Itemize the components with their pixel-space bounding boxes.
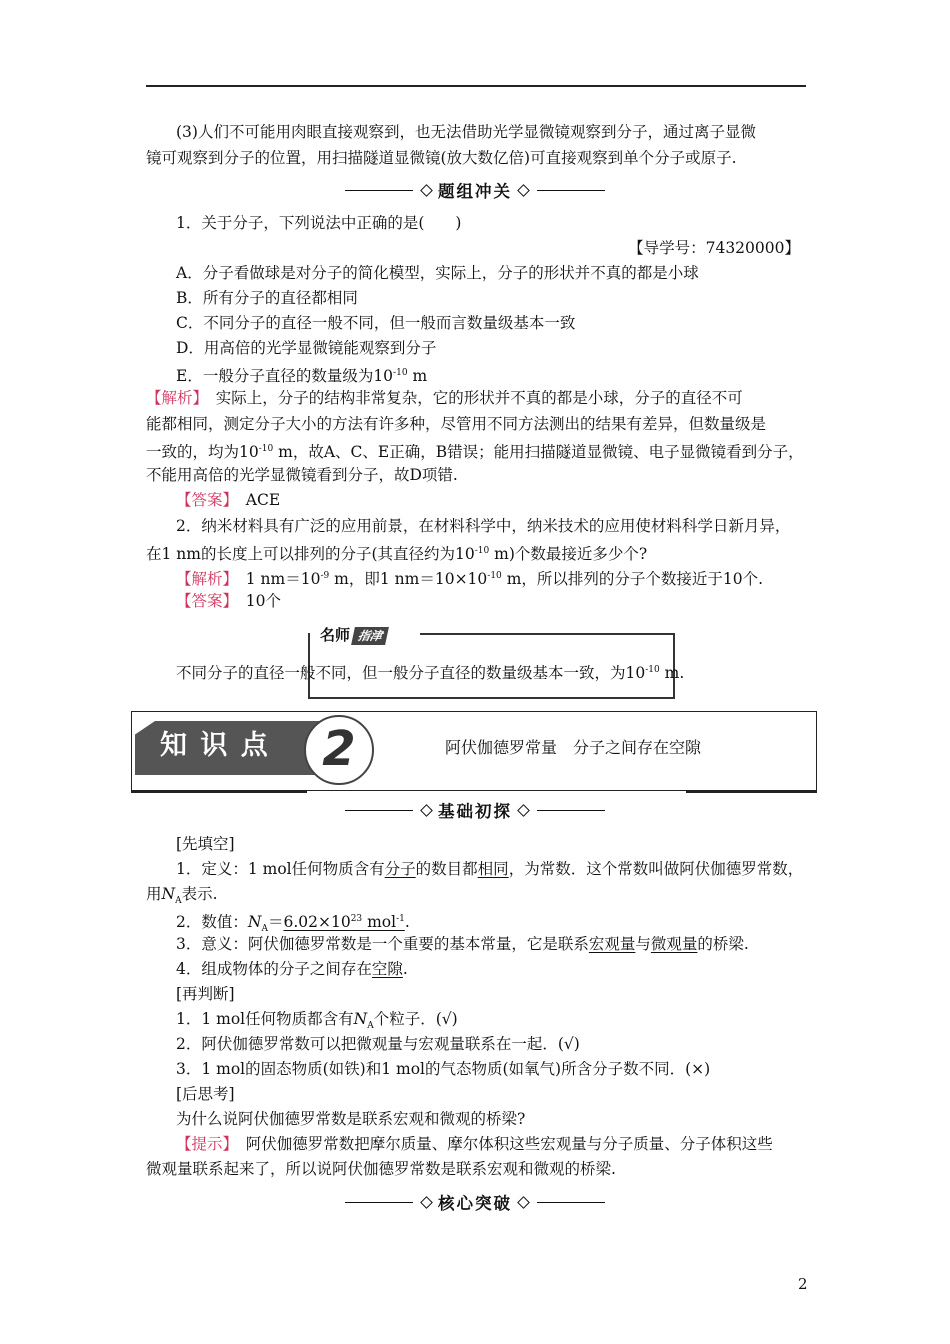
diamond-icon	[420, 1196, 433, 1209]
gap-line: 4．组成物体的分子之间存在空隙.	[176, 960, 408, 978]
option-d: D．用高倍的光学显微镜能观察到分子	[176, 339, 437, 357]
analysis-tag: 【解析】	[176, 570, 231, 588]
paragraph-line: 镜可观察到分子的位置，用扫描隧道显微镜(放大数亿倍)可直接观察到单个分子或原子.	[146, 149, 737, 167]
knowledge-point-title: 阿伏伽德罗常量 分子之间存在空隙	[445, 738, 702, 757]
diamond-icon	[517, 804, 530, 817]
option-c: C．不同分子的直径一般不同，但一般而言数量级基本一致	[176, 314, 576, 332]
diamond-icon	[420, 184, 433, 197]
definition-line: 用$N_A$表示.	[146, 885, 218, 907]
judge-item: 2．阿伏伽德罗常数可以把微观量与宏观量联系在一起．(√)	[176, 1035, 580, 1053]
banner-underline	[131, 791, 307, 793]
analysis-tag: 【解析】	[146, 389, 201, 407]
analysis-line: 【解析】 1 $nm=10^{-9}$ m，即1 $nm=10\times 10^{-10}$ m，所以排列的分子个数接近于10个.	[176, 570, 764, 588]
banner-underline	[686, 791, 817, 793]
diamond-icon	[517, 184, 530, 197]
teacher-tip-text: 不同分子的直径一般不同，但一般分子直径的数量级基本一致，为$10^{-10}$ m.	[176, 664, 685, 682]
question-stem: 2．纳米材料具有广泛的应用前景，在材料科学中，纳米技术的应用使材料科学日新月异，	[176, 517, 791, 535]
analysis-line: 一致的，均为$10^{-10}$ m，故A、C、E正确，B错误；能用扫描隧道显微镜、电子显微镜看到分子，	[146, 443, 804, 461]
definition-line: 1．定义：1 mol任何物质含有分子的数目都相同，为常数．这个常数叫做阿伏伽德罗常数，	[176, 860, 804, 878]
knowledge-point-banner	[131, 711, 817, 791]
analysis-line: 【解析】 实际上，分子的结构非常复杂，它的形状并不真的都是小球，分子的直径不可	[146, 389, 743, 407]
judge-item: 3．1 mol的固态物质(如铁)和1 mol的气态物质(如氧气)所含分子数不同．(×)	[176, 1060, 711, 1078]
guide-number: 【导学号：74320000】	[628, 239, 800, 257]
answer-tag: 【答案】	[176, 491, 231, 509]
section-heading-practice: 题组冲关	[0, 178, 950, 202]
knowledge-point-label: 知 识 点	[160, 730, 270, 761]
value-line: 2．数值：$N_A=6.02\times 10^{23}$ mol$^{-1}$.	[176, 913, 410, 935]
diamond-icon	[517, 1196, 530, 1209]
answer-tag: 【答案】	[176, 592, 231, 610]
analysis-line: 能都相同，测定分子大小的方法有许多种，尽管用不同方法测出的结果有差异，但数量级是	[146, 415, 767, 433]
section-heading-core: 核心突破	[0, 1190, 950, 1214]
answer-line: 【答案】 10个	[176, 592, 281, 610]
judge-heading: [再判断]	[176, 985, 235, 1003]
hint-tag: 【提示】	[176, 1135, 231, 1153]
teacher-badge-label: 名师	[320, 626, 351, 644]
hint-line: 微观量联系起来了，所以说阿伏伽德罗常数是联系宏观和微观的桥梁.	[146, 1160, 616, 1178]
option-e: E．一般分子直径的数量级为$10^{-10}$ m	[176, 367, 428, 385]
diamond-icon	[420, 804, 433, 817]
question-line: 在1 nm的长度上可以排列的分子(其直径约为$10^{-10}$ m)个数最接近多少个?	[146, 545, 648, 563]
meaning-line: 3．意义：阿伏伽德罗常数是一个重要的基本常量，它是联系宏观量与微观量的桥梁.	[176, 935, 749, 953]
knowledge-point-number: 2	[304, 715, 374, 785]
answer-line: 【答案】 ACE	[176, 491, 281, 509]
think-heading: [后思考]	[176, 1085, 235, 1103]
question-stem: 1．关于分子，下列说法中正确的是( )	[176, 214, 462, 232]
option-b: B．所有分子的直径都相同	[176, 289, 358, 307]
teacher-badge-tag: 指津	[351, 627, 389, 645]
page-number: 2	[798, 1275, 808, 1293]
option-a: A．分子看做球是对分子的简化模型，实际上，分子的形状并不真的都是小球	[176, 264, 699, 282]
paragraph-line: (3)人们不可能用肉眼直接观察到，也无法借助光学显微镜观察到分子，通过离子显微	[176, 123, 756, 141]
fill-heading: [先填空]	[176, 835, 235, 853]
analysis-line: 不能用高倍的光学显微镜看到分子，故D项错.	[146, 466, 458, 484]
judge-item: 1．1 mol任何物质都含有$N_A$个粒子．(√)	[176, 1010, 458, 1032]
top-rule	[146, 85, 806, 87]
think-question: 为什么说阿伏伽德罗常数是联系宏观和微观的桥梁?	[176, 1110, 526, 1128]
section-heading-basics: 基础初探	[0, 798, 950, 822]
hint-line: 【提示】 阿伏伽德罗常数把摩尔质量、摩尔体积这些宏观量与分子质量、分子体积这些	[176, 1135, 773, 1153]
